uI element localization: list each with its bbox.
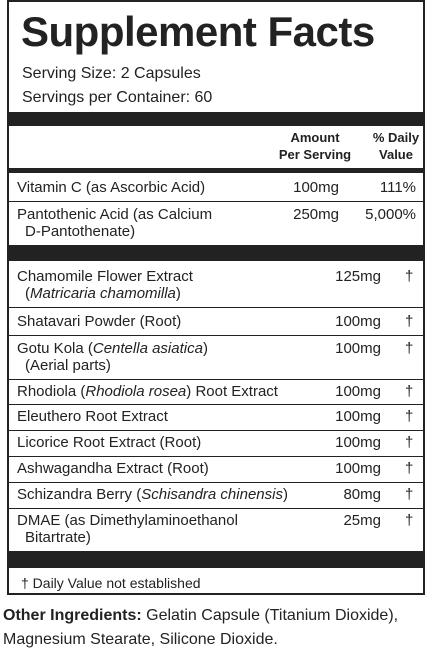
vitamin-c-amount: 100mg: [293, 179, 339, 196]
gotu-kola-name: [17, 340, 208, 358]
dmae-name-line1: DMAE (as Dimethylaminoethanol: [17, 512, 238, 529]
supplement-facts-panel: [7, 0, 425, 595]
gotu-kola-name-post: ): [202, 340, 208, 357]
gotu-kola-sub: (Aerial parts): [25, 357, 111, 374]
rhodiola-amount: 100mg: [335, 383, 381, 400]
gotu-kola-dv: †: [405, 340, 414, 357]
row-divider: [9, 379, 423, 380]
eleuthero-amount: 100mg: [335, 408, 381, 425]
pantothenic-acid-dv: 5,000%: [365, 206, 416, 223]
dv-header-line1: % Daily: [372, 130, 420, 145]
thick-divider-top: [9, 112, 423, 126]
pantothenic-acid-amount: 250mg: [293, 206, 339, 223]
schizandra-name-pre: Schizandra Berry (: [17, 486, 142, 503]
schizandra-name-post: ): [282, 486, 288, 503]
medium-divider: [9, 168, 423, 173]
shatavari-dv: †: [405, 313, 414, 330]
vitamin-c-dv: 111%: [379, 179, 416, 196]
chamomile-latin-name: Matricaria chamomilla: [30, 285, 176, 302]
schizandra-name: [17, 486, 288, 504]
thick-divider-mid: [9, 245, 423, 261]
licorice-amount: 100mg: [335, 434, 381, 451]
amount-header-line2: Per Serving: [278, 147, 352, 162]
vitamin-c-name: Vitamin C (as Ascorbic Acid): [17, 179, 206, 196]
ashwagandha-dv: †: [405, 460, 414, 477]
chamomile-amount: 125mg: [335, 268, 381, 285]
other-ingredients: [3, 604, 435, 652]
rhodiola-latin-name: Rhodiola rosea: [85, 383, 187, 400]
schizandra-dv: †: [405, 486, 414, 503]
thick-divider-bottom: [9, 551, 423, 568]
licorice-dv: †: [405, 434, 414, 451]
schizandra-latin-name: Schisandra chinensis: [141, 486, 283, 503]
row-divider: [9, 430, 423, 431]
gotu-kola-amount: 100mg: [335, 340, 381, 357]
rhodiola-name-post: ) Root Extract: [186, 383, 278, 400]
panel-title: Supplement Facts: [21, 8, 375, 55]
row-divider: [9, 508, 423, 509]
other-ingredients-label: Other Ingredients:: [3, 607, 142, 624]
ashwagandha-name: Ashwagandha Extract (Root): [17, 460, 209, 477]
shatavari-name: Shatavari Powder (Root): [17, 313, 182, 330]
rhodiola-dv: †: [405, 383, 414, 400]
dmae-dv: †: [405, 512, 414, 529]
gotu-kola-name-pre: Gotu Kola (: [17, 340, 93, 357]
row-divider: [9, 307, 423, 308]
rhodiola-name: [17, 383, 278, 401]
other-ingredients-text: Gelatin Capsule (Titanium Dioxide), Magnesium Stearate, Silicone Dioxide.: [3, 607, 399, 648]
eleuthero-dv: †: [405, 408, 414, 425]
gotu-kola-latin-name: Centella asiatica: [92, 340, 203, 357]
row-divider: [9, 456, 423, 457]
dmae-name-line2: Bitartrate): [25, 529, 91, 546]
amount-header: [265, 129, 365, 163]
licorice-name: Licorice Root Extract (Root): [17, 434, 202, 451]
row-divider: [9, 482, 423, 483]
chamomile-sub: [25, 285, 181, 303]
chamomile-dv: †: [405, 268, 414, 285]
row-divider: [9, 335, 423, 336]
dmae-amount: 25mg: [343, 512, 381, 529]
row-divider: [9, 404, 423, 405]
daily-value-header: [361, 129, 431, 163]
footnote: † Daily Value not established: [21, 575, 201, 591]
shatavari-amount: 100mg: [335, 313, 381, 330]
ashwagandha-amount: 100mg: [335, 460, 381, 477]
pantothenic-acid-name-line2: D-Pantothenate): [25, 223, 136, 240]
row-divider: [9, 201, 423, 202]
chamomile-sub-close: ): [175, 285, 181, 302]
chamomile-sub-open: (: [25, 285, 30, 302]
dv-header-line2: Value: [379, 147, 413, 162]
serving-size: Serving Size: 2 Capsules: [22, 65, 201, 82]
servings-per-container: Servings per Container: 60: [22, 89, 213, 106]
chamomile-name: Chamomile Flower Extract: [17, 268, 193, 285]
amount-header-line1: Amount: [290, 130, 340, 145]
schizandra-amount: 80mg: [343, 486, 381, 503]
pantothenic-acid-name-line1: Pantothenic Acid (as Calcium: [17, 206, 213, 223]
rhodiola-name-pre: Rhodiola (: [17, 383, 86, 400]
eleuthero-name: Eleuthero Root Extract: [17, 408, 168, 425]
